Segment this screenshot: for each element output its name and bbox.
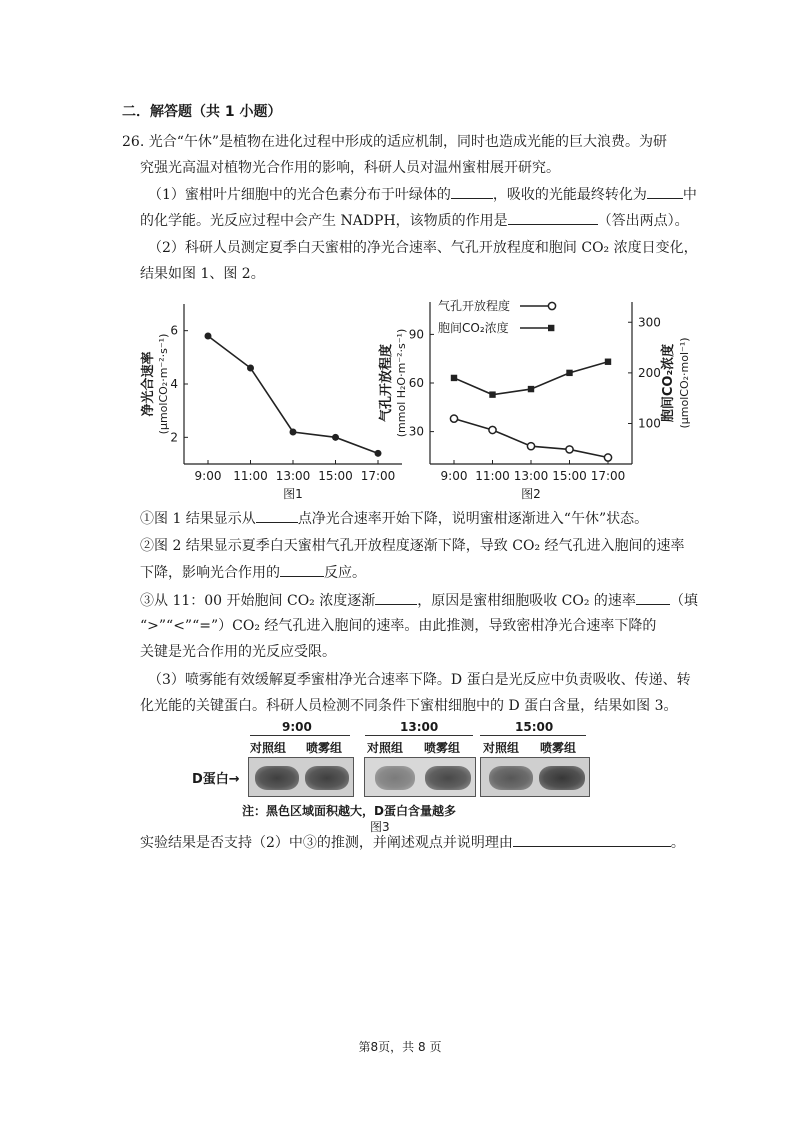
fig1-y-tick-label: 6: [170, 323, 178, 338]
fig2-right-tick-label: 100: [638, 416, 661, 431]
fig1-data-point: [247, 365, 254, 372]
part1-line1: [148, 184, 697, 205]
fig2-left-tick-label: 30: [408, 424, 424, 439]
answer-blank-2[interactable]: [647, 184, 683, 199]
final-text: 实验结果是否支持（2）中③的推测，并阐述观点并说明理由: [140, 835, 513, 851]
fig2-x-tick-label: 17:00: [590, 469, 626, 483]
question-intro-line1: [122, 132, 667, 152]
fig1-data-point: [290, 429, 297, 436]
fig1-x-tick-label: 9:00: [194, 469, 222, 483]
fig2-point-co2: [605, 359, 611, 365]
fig2-legend-marker: [548, 302, 555, 309]
subq-a: [140, 508, 648, 529]
fig2-right-tick-label: 300: [638, 315, 661, 330]
answer-blank-7[interactable]: [636, 590, 670, 605]
fig2-left-tick-label: 90: [408, 327, 424, 342]
fig3-caption: 图3: [370, 820, 390, 834]
fig1-y-label: 净光合速率: [141, 351, 156, 417]
fig3-group-control-1: 对照组: [250, 741, 287, 755]
intro-text-2: 究强光高温对植物光合作用的影响，科研人员对温州蜜柑展开研究。: [140, 160, 560, 176]
fig3-rule-1: [250, 735, 350, 736]
fig3-time-1: 9:00: [282, 720, 312, 734]
fig1-x-tick-label: 13:00: [275, 469, 311, 483]
band-13-spray: [425, 766, 471, 790]
fig1-series-line: [208, 336, 378, 453]
fig2-caption: 图2: [521, 487, 541, 501]
fig3-group-control-3: 对照组: [483, 741, 520, 755]
part3-line1: （3）喷雾能有效缓解夏季蜜柑净光合速率下降。D 蛋白是光反应中负责吸收、传递、转: [148, 672, 691, 688]
fig3-time-2: 13:00: [400, 720, 439, 734]
fig3-panel-3: [480, 757, 590, 797]
fig2-point-stomata: [566, 446, 573, 453]
fig3-group-spray-3: 喷雾组: [540, 741, 577, 755]
answer-blank-1[interactable]: [451, 184, 493, 199]
fig1-x-tick-label: 11:00: [233, 469, 268, 483]
arrow-right-icon: →: [228, 772, 240, 787]
subq-a-text-1: ①图 1 结果显示从: [140, 511, 256, 527]
part3-line2: 化光能的关键蛋白。科研人员检测不同条件下蜜柑细胞中的 D 蛋白含量，结果如图 3。: [140, 698, 678, 714]
fig2-left-unit: (mmol H₂O·m⁻²·s⁻¹): [395, 328, 408, 438]
fig1-x-tick-label: 17:00: [360, 469, 396, 483]
intro-text-1: 光合“午休”是植物在进化过程中形成的适应机制，同时也造成光能的巨大浪费。为研: [148, 134, 668, 150]
fig3-group-spray-1: 喷雾组: [306, 741, 343, 755]
part1-text-d: 的化学能。光反应过程中会产生 NADPH，该物质的作用是: [140, 213, 508, 229]
fig1-y-tick-label: 4: [170, 377, 178, 391]
figure-2-chart: [370, 286, 710, 504]
fig2-point-stomata: [604, 454, 611, 461]
subq-b-text-2: 反应。: [324, 565, 366, 581]
subq-c-text-3: （填: [669, 593, 698, 609]
fig2-point-stomata: [489, 426, 496, 433]
fig3-panel-1: [248, 757, 354, 797]
fig2-point-stomata: [527, 443, 534, 450]
fig2-legend-label: 胞间CO₂浓度: [438, 321, 509, 335]
fig1-data-point: [332, 434, 339, 441]
band-15-control: [489, 766, 533, 790]
answer-blank-6[interactable]: [375, 590, 417, 605]
fig3-rule-2: [365, 735, 473, 736]
fig2-x-tick-label: 13:00: [513, 469, 549, 483]
final-question: [140, 832, 685, 853]
band-15-spray: [539, 766, 585, 790]
fig2-series-line-1: [454, 419, 608, 458]
fig1-y-tick-label: 2: [170, 430, 178, 445]
subq-a-text-2: 点净光合速率开始下降，说明蜜柑逐渐进入“午休”状态。: [297, 511, 649, 527]
band-13-control: [375, 766, 415, 790]
fig2-left-label: 气孔开放程度: [379, 343, 394, 423]
fig2-right-label: 胞间CO₂浓度: [661, 343, 676, 423]
fig1-y-unit: (μmolCO₂·m⁻²·s⁻¹): [157, 333, 170, 435]
fig1-caption: 图1: [283, 487, 303, 501]
part1-line2: [140, 210, 689, 231]
fig2-right-tick-label: 200: [638, 365, 661, 380]
subq-c-line2: “>”“<”“=”）CO₂ 经气孔进入胞间的速率。由此推测，导致密柑净光合速率下降的: [140, 618, 657, 634]
fig3-time-3: 15:00: [515, 720, 554, 734]
part2-line2: 结果如图 1、图 2。: [140, 266, 265, 282]
section-heading: 二．解答题（共 1 小题）: [122, 104, 282, 120]
fig2-point-co2: [528, 386, 534, 392]
band-9-spray: [305, 766, 349, 790]
fig2-point-co2: [451, 375, 457, 381]
question-number: 26.: [122, 134, 145, 150]
answer-blank-4[interactable]: [256, 508, 298, 523]
fig3-group-spray-2: 喷雾组: [424, 741, 461, 755]
part2-line1: （2）科研人员测定夏季白天蜜柑的净光合速率、气孔开放程度和胞间 CO₂ 浓度日变化，: [148, 240, 698, 256]
subq-c-line3: 关键是光合作用的光反应受限。: [140, 644, 336, 660]
part1-text-e: （答出两点）。: [597, 213, 689, 229]
fig1-data-point: [205, 333, 212, 340]
fig2-right-unit: (μmolCO₂·mol⁻¹): [678, 337, 691, 429]
fig2-legend-marker: [548, 325, 554, 331]
fig2-x-tick-label: 9:00: [440, 469, 468, 483]
fig2-point-stomata: [450, 415, 457, 422]
fig2-left-tick-label: 60: [408, 376, 424, 390]
fig3-group-control-2: 对照组: [367, 741, 404, 755]
part1-text-a: （1）蜜柑叶片细胞中的光合色素分布于叶绿体的: [148, 187, 451, 203]
page-footer: 第8页，共 8 页: [358, 1040, 442, 1054]
subq-b-line2: [140, 562, 366, 583]
subq-c-text-2: ，原因是蜜柑细胞吸收 CO₂ 的速率: [417, 593, 636, 609]
fig2-x-tick-label: 11:00: [475, 469, 510, 483]
part1-text-b: ，吸收的光能最终转化为: [492, 187, 647, 203]
fig3-row-label: [192, 768, 240, 787]
fig3-rule-3: [480, 735, 586, 736]
subq-b-line1: ②图 2 结果显示夏季白天蜜柑气孔开放程度逐渐下降，导致 CO₂ 经气孔进入胞间的速率: [140, 538, 685, 554]
fig3-note: 注：黑色区域面积越大，D蛋白含量越多: [242, 804, 456, 818]
answer-blank-5[interactable]: [280, 562, 324, 577]
fig2-point-co2: [566, 370, 572, 376]
fig2-x-tick-label: 15:00: [552, 469, 587, 483]
part1-text-c: 中: [682, 187, 697, 203]
fig2-legend-label: 气孔开放程度: [438, 299, 511, 313]
band-9-control: [255, 766, 299, 790]
answer-blank-8[interactable]: [513, 832, 671, 847]
fig3-row-label-text: D蛋白: [192, 772, 229, 787]
subq-b-text-1: 下降，影响光合作用的: [140, 565, 280, 581]
subq-c-line1: [140, 590, 698, 611]
subq-c-text-1: ③从 11：00 开始胞间 CO₂ 浓度逐渐: [140, 593, 376, 609]
fig3-panel-2: [364, 757, 476, 797]
fig1-x-tick-label: 15:00: [318, 469, 353, 483]
final-text-end: 。: [670, 835, 685, 851]
answer-blank-3[interactable]: [508, 210, 598, 225]
fig2-point-co2: [489, 391, 495, 397]
